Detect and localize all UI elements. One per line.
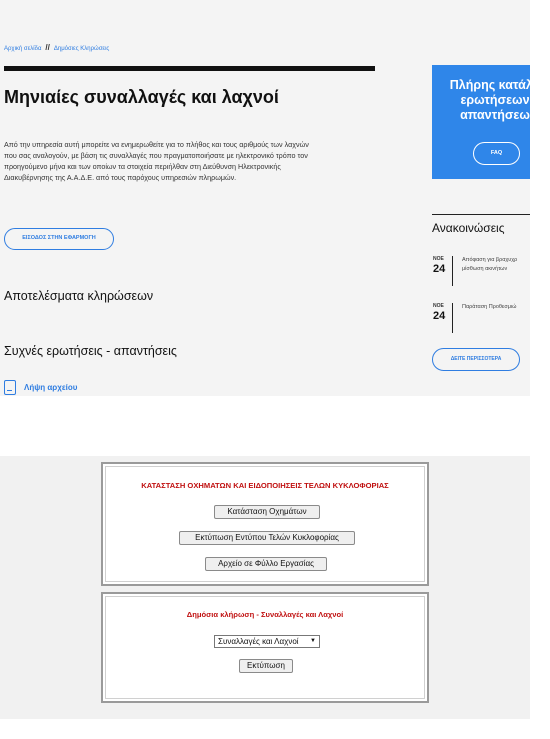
intro-text (4, 139, 374, 183)
announcement-month: ΝΟΕ (433, 256, 444, 262)
download-label: Λήψη αρχείου (24, 383, 78, 392)
vehicle-status-panel (101, 462, 429, 586)
print-circulation-fee-button[interactable]: Εκτύπωση Εντύπου Τελών Κυκλοφορίας (179, 531, 355, 545)
lottery-panel-title: Δημόσια κλήρωση - Συναλλαγές και Λαχνοί (186, 610, 344, 619)
breadcrumb-separator: // (45, 43, 50, 52)
faq-panel-title-line: Πλήρης κατάλο (449, 78, 541, 92)
enter-application-button[interactable]: ΕΙΣΟΔΟΣ ΣΤΗΝ ΕΦΑΡΜΟΓΗ (4, 228, 114, 250)
select-value: Συναλλαγές και Λαχνοί (218, 637, 299, 646)
announcements-title: Ανακοινώσεις (432, 221, 505, 235)
announcement-day: 24 (433, 263, 446, 275)
vehicle-panel-title: ΚΑΤΑΣΤΑΣΗ ΟΧΗΜΑΤΩΝ ΚΑΙ ΕΙΔΟΠΟΙΗΣΕΙΣ ΤΕΛΩΝ ΚΥΚΛΟΦΟΡΙΑΣ (141, 481, 389, 490)
transactions-select[interactable] (214, 635, 320, 648)
download-file-link[interactable] (4, 380, 77, 395)
announcements-rule (432, 214, 530, 215)
faq-panel-title-line: απαντήσεω (460, 108, 530, 122)
breadcrumb (4, 43, 109, 52)
announcement-divider (452, 256, 453, 286)
faq-panel-title (440, 78, 550, 123)
bottom-page (0, 456, 530, 719)
title-rule (4, 66, 375, 71)
intro-line: προηγούμενο μήνα και των οποίων τα στοιχεία περιήλθαν στη Διεύθυνση Ηλεκτρονικής (4, 162, 281, 171)
vehicle-status-button[interactable]: Κατάσταση Οχημάτων (214, 505, 320, 519)
results-section-heading[interactable]: Αποτελέσματα κληρώσεων (4, 289, 154, 303)
announcement-text (462, 256, 542, 274)
announcement-text-line: Απόφαση για βραχυχρ (462, 257, 518, 263)
faq-section-heading[interactable]: Συχνές ερωτήσεις - απαντήσεις (4, 344, 177, 358)
file-icon (4, 380, 16, 395)
announcement-day: 24 (433, 310, 446, 322)
announcement-divider (452, 303, 453, 333)
spreadsheet-file-button[interactable]: Αρχείο σε Φύλλο Εργασίας (205, 557, 327, 571)
intro-line: Από την υπηρεσία αυτή μπορείτε να ενημερωθείτε για το πλήθος και τους αριθμούς των λαχνών (4, 140, 309, 149)
announcement-text (462, 303, 542, 312)
announcement-month: ΝΟΕ (433, 303, 444, 309)
dropdown-arrow-icon: ▼ (310, 638, 316, 644)
breadcrumb-home-link[interactable]: Αρχική σελίδα (4, 46, 42, 52)
intro-line: Διακυβέρνησης της Α.Α.Δ.Ε. από τους παρόχους υπηρεσιών πληρωμών. (4, 173, 237, 182)
breadcrumb-current-link[interactable]: Δημόσιες Κληρώσεις (53, 46, 110, 52)
see-more-button[interactable]: ΔΕΙΤΕ ΠΕΡΙΣΣΟΤΕΡΑ (432, 348, 520, 371)
faq-button[interactable]: FAQ (473, 142, 520, 165)
page-title: Μηνιαίες συναλλαγές και λαχνοί (4, 87, 279, 107)
announcement-text-line: μίσθωση ακινήτων (462, 266, 508, 272)
lottery-panel (101, 592, 429, 703)
announcement-item[interactable] (432, 256, 530, 286)
print-button[interactable]: Εκτύπωση (239, 659, 293, 673)
intro-line: που σας αναλογούν, με βάση τις συναλλαγές που πραγματοποιήσατε με ηλεκτρονικό τρόπο τον (4, 151, 308, 160)
announcement-text-line: Παράταση Προθεσμιώ (462, 304, 517, 310)
announcement-item[interactable] (432, 303, 530, 333)
faq-panel-title-line: ερωτήσεων (460, 93, 530, 107)
